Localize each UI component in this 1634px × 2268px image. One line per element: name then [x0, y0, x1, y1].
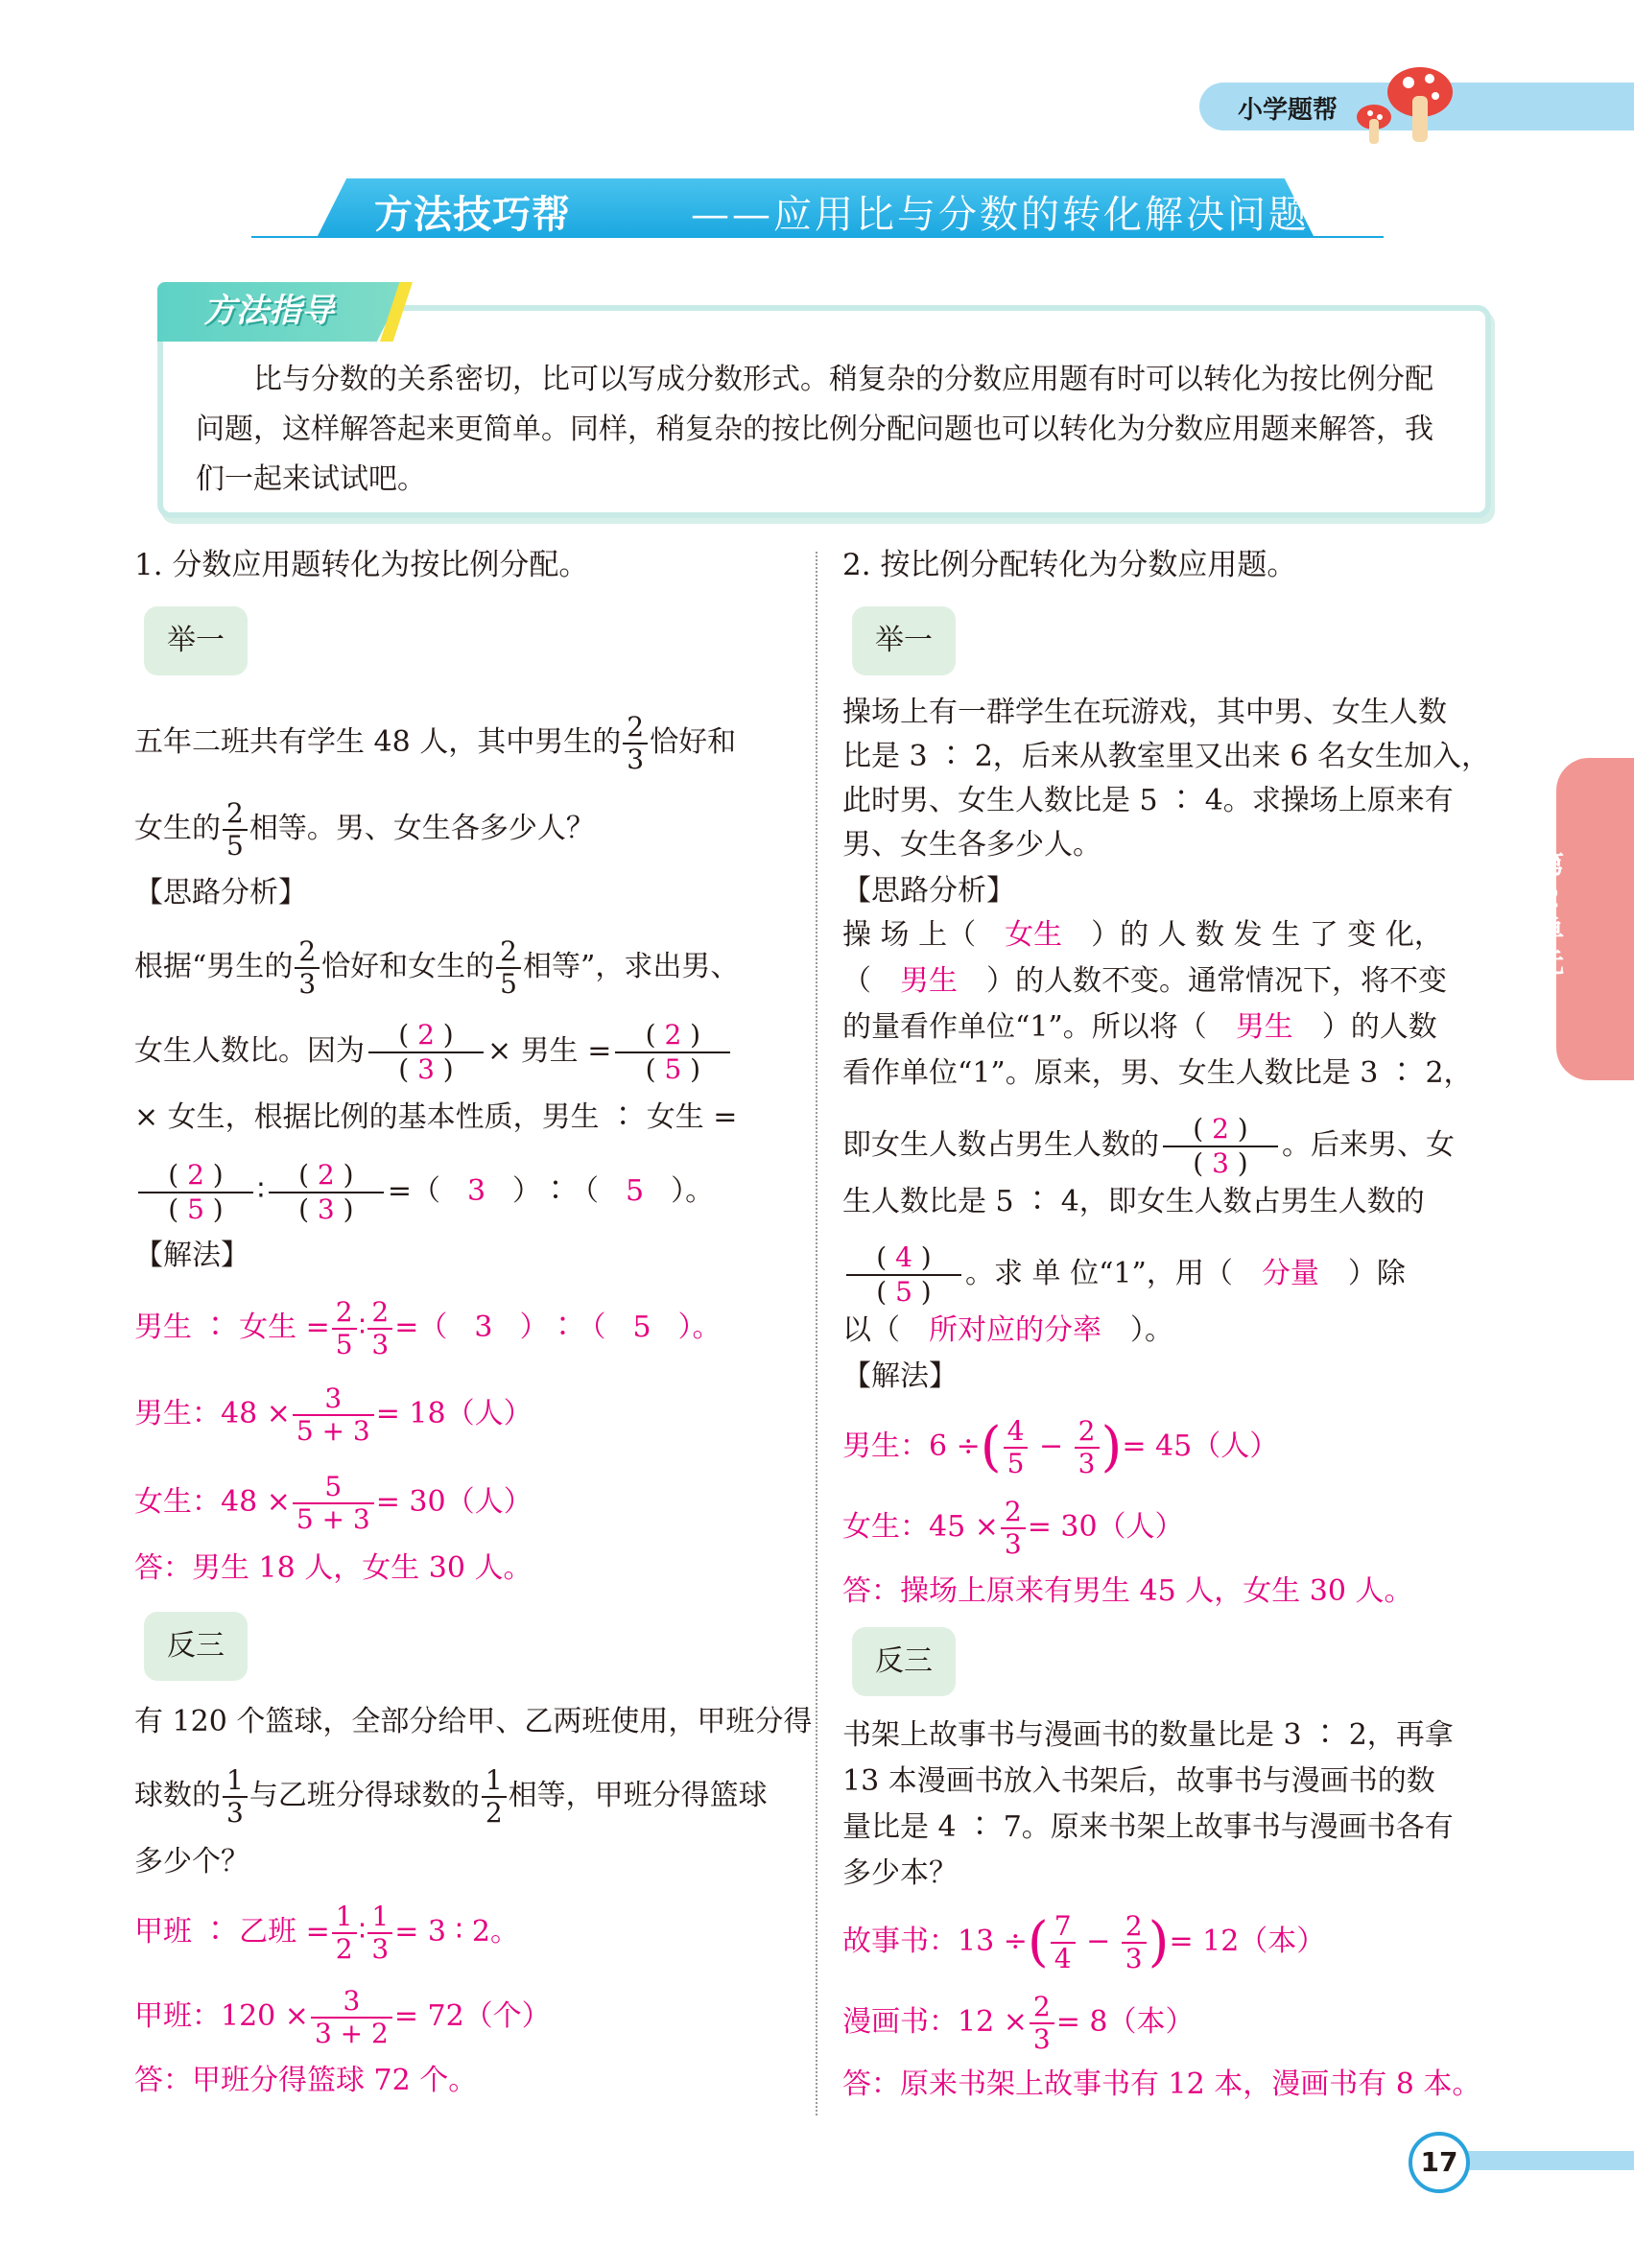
right-practice-solution1: 故事书：13 ÷( $\frac{7}{4}$ − $\frac{2}{3}$ )= 12（本） — [842, 1910, 1326, 1974]
right-question-line3: 此时男、女生人数比是 5 ∶ 4。求操场上原来有 — [842, 784, 1454, 817]
left-analysis-line1: 根据“男生的 $\frac{2}{3}$ 恰好和女生的 $\frac{2}{5}$ 相等”，求出男、 — [134, 935, 740, 1000]
left-heading: 1. 分数应用题转化为按比例分配。 — [134, 548, 589, 582]
mushroom-icon — [1353, 58, 1458, 150]
left-practice-line1: 有 120 个篮球，全部分给甲、乙两班使用，甲班分得 — [134, 1705, 813, 1738]
unit-side-tab — [1556, 758, 1634, 1080]
left-question-line1: 五年二班共有学生 48 人，其中男生的 $\frac{2}{3}$ 恰好和 — [134, 711, 737, 775]
left-solution-line3: 女生：48 × $\frac{5}{5 + 3}$ = 30（人） — [134, 1471, 533, 1535]
left-analysis-label: 【思路分析】 — [134, 876, 307, 910]
left-analysis-line4: $\frac{( 2 )}{( 5 )}$ ∶ $\frac{( 2 )}{( 3 )}$ =（ 3 ）∶（ 5 ）。 — [134, 1159, 714, 1226]
left-practice-badge: 反三 — [144, 1612, 248, 1681]
right-solution-line2: 女生：45 × $\frac{2}{3}$ = 30（人） — [842, 1496, 1184, 1560]
method-text: 比与分数的关系密切，比可以写成分数形式。稍复杂的分数应用题有时可以转化为按比例分配问题，这样解答起来更简单。同样，稍复杂的按比例分配问题也可以转化为分数应用题来解答，我们一起来试试吧。 — [196, 363, 1433, 496]
column-divider — [816, 552, 817, 2115]
left-practice-line2: 球数的 $\frac{1}{3}$ 与乙班分得球数的 $\frac{1}{2}$ 相等，甲班分得篮球 — [134, 1764, 768, 1829]
title-main: 方法技巧帮 — [374, 193, 571, 237]
right-question-line2: 比是 3 ∶ 2，后来从教室里又出来 6 名女生加入， — [842, 740, 1490, 773]
right-analysis-line4: 看作单位“1”。原来，男、女生人数比是 3 ∶ 2， — [842, 1056, 1473, 1090]
left-example-badge: 举一 — [144, 606, 248, 675]
answer-fraction: $\frac{( 2 )}{( 3 )}$ — [368, 1019, 484, 1086]
right-analysis-label: 【思路分析】 — [842, 874, 1015, 908]
unit-side-label: 第2单元 — [1536, 849, 1564, 979]
right-practice-answer: 答：原来书架上故事书有 12 本，漫画书有 8 本。 — [842, 2067, 1481, 2101]
answer-fraction: $\frac{( 4 )}{( 5 )}$ — [846, 1241, 961, 1309]
fraction: $\frac{2}{5}$ — [223, 798, 248, 862]
fraction: $\frac{2}{3}$ — [623, 712, 648, 775]
right-answer: 答：操场上原来有男生 45 人，女生 30 人。 — [842, 1574, 1413, 1608]
answer-fraction: $\frac{( 2 )}{( 3 )}$ — [1163, 1113, 1278, 1180]
left-solution-line2: 男生：48 × $\frac{3}{5 + 3}$ = 18（人） — [134, 1382, 533, 1447]
method-tag-text: 方法指导 — [203, 292, 334, 330]
right-analysis-line3: 的量看作单位“1”。所以将（ 男生 ）的人数 — [842, 1010, 1437, 1044]
page-number: 17 — [1409, 2132, 1470, 2193]
right-analysis-line1: 操 场 上（ 女生 ）的 人 数 发 生 了 变 化， — [842, 918, 1443, 952]
right-practice-line1: 书架上故事书与漫画书的数量比是 3 ∶ 2，再拿 — [842, 1718, 1454, 1752]
right-practice-line3: 量比是 4 ∶ 7。原来书架上故事书与漫画书各有 — [842, 1810, 1454, 1844]
right-analysis-line7: $\frac{( 4 )}{( 5 )}$ 。求 单 位“1”，用（ 分量 ）除 — [842, 1241, 1406, 1309]
right-heading: 2. 按比例分配转化为分数应用题。 — [842, 548, 1297, 582]
left-practice-line3: 多少个？ — [134, 1845, 249, 1878]
answer-fraction: $\frac{( 2 )}{( 3 )}$ — [269, 1159, 384, 1226]
answer-fraction: $\frac{( 2 )}{( 5 )}$ — [138, 1159, 253, 1226]
left-solution-line1: 男生 ∶ 女生 = $\frac{2}{5}$ ∶ $\frac{2}{3}$ =（ 3 ）∶（ 5 ）。 — [134, 1296, 722, 1360]
right-practice-solution2: 漫画书：12 × $\frac{2}{3}$ = 8（本） — [842, 1991, 1195, 2055]
right-practice-line4: 多少本？ — [842, 1856, 958, 1890]
right-solution-label: 【解法】 — [842, 1359, 958, 1393]
right-analysis-line6: 生人数比是 5 ∶ 4，即女生人数占男生人数的 — [842, 1185, 1425, 1218]
left-practice-solution1: 甲班 ∶ 乙班 = $\frac{1}{2}$ ∶ $\frac{1}{3}$ = 3 ∶ 2。 — [134, 1901, 519, 1965]
left-analysis-line3: × 女生，根据比例的基本性质，男生 ∶ 女生 = — [134, 1100, 738, 1134]
right-practice-line2: 13 本漫画书放入书架后，故事书与漫画书的数 — [842, 1764, 1435, 1798]
title-sub: ——应用比与分数的转化解决问题 — [691, 193, 1310, 237]
right-analysis-line8: 以（ 所对应的分率 ）。 — [842, 1313, 1173, 1347]
right-solution-line1: 男生：6 ÷( $\frac{4}{5}$ − $\frac{2}{3}$ )= 45（人） — [842, 1415, 1279, 1479]
answer-fraction: $\frac{( 2 )}{( 5 )}$ — [615, 1019, 730, 1086]
right-question-line1: 操场上有一群学生在玩游戏，其中男、女生人数 — [842, 696, 1447, 729]
right-analysis-line5: 即女生人数占男生人数的 $\frac{( 2 )}{( 3 )}$ 。后来男、女 — [842, 1113, 1455, 1179]
left-solution-label: 【解法】 — [134, 1239, 249, 1272]
left-question-line2: 女生的 $\frac{2}{5}$ 相等。男、女生各多少人？ — [134, 797, 595, 862]
right-practice-badge: 反三 — [852, 1627, 956, 1696]
brand-label: 小学题帮 — [1238, 96, 1338, 125]
left-practice-solution2: 甲班：120 × $\frac{3}{3 + 2}$ = 72（个） — [134, 1985, 551, 2049]
left-practice-answer: 答：甲班分得篮球 72 个。 — [134, 2064, 478, 2097]
left-analysis-line2: 女生人数比。因为 $\frac{( 2 )}{( 3 )}$ × 男生 = $\frac{( 2 )}{( 5 )}$ — [134, 1019, 734, 1086]
right-question-line4: 男、女生各多少人。 — [842, 828, 1101, 862]
right-analysis-line2: （ 男生 ）的人数不变。通常情况下，将不变 — [842, 964, 1447, 998]
right-example-badge: 举一 — [852, 606, 956, 675]
left-answer: 答：男生 18 人，女生 30 人。 — [134, 1551, 533, 1585]
